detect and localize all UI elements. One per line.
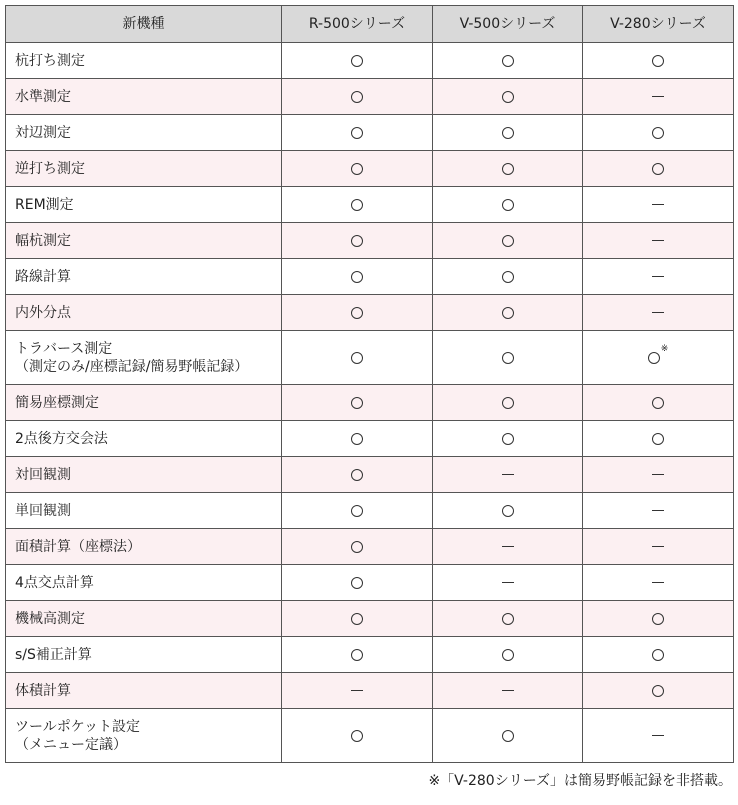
supported-circle-icon <box>351 613 363 625</box>
support-cell-v280 <box>583 79 734 115</box>
support-cell-r500 <box>282 709 433 763</box>
supported-circle-icon <box>351 577 363 589</box>
comparison-table-container <box>5 5 733 763</box>
support-cell-v280 <box>583 43 734 79</box>
support-cell-r500 <box>282 421 433 457</box>
support-mark-wrap <box>502 304 514 322</box>
support-mark-wrap <box>652 160 664 178</box>
feature-label-line: 4点交点計算 <box>15 574 94 591</box>
table-row <box>6 115 734 151</box>
support-mark-wrap <box>351 349 363 367</box>
support-cell-v280 <box>583 331 734 385</box>
supported-circle-icon <box>652 55 664 67</box>
support-mark-wrap <box>351 196 363 214</box>
feature-label-line: 体積計算 <box>15 682 71 699</box>
supported-circle-icon <box>502 55 514 67</box>
feature-label-line: 逆打ち測定 <box>15 160 85 177</box>
feature-label <box>6 295 282 331</box>
support-mark-wrap <box>652 124 664 142</box>
support-mark-wrap <box>351 727 363 745</box>
feature-label <box>6 637 282 673</box>
table-row <box>6 151 734 187</box>
support-mark-wrap <box>351 574 363 592</box>
not-supported-dash-icon <box>502 546 514 547</box>
not-supported-dash-icon <box>652 510 664 511</box>
support-mark-wrap <box>652 502 664 520</box>
feature-label-line: トラバース測定 <box>15 340 113 357</box>
support-cell-v280 <box>583 385 734 421</box>
feature-label-line: 簡易座標測定 <box>15 394 99 411</box>
support-mark-wrap <box>351 88 363 106</box>
support-mark-wrap <box>351 232 363 250</box>
feature-label-line: s/S補正計算 <box>15 646 92 663</box>
table-row <box>6 295 734 331</box>
feature-label-line: 対辺測定 <box>15 124 71 141</box>
support-mark-wrap <box>652 574 664 592</box>
support-cell-v280 <box>583 295 734 331</box>
feature-label-line: 幅杭測定 <box>15 232 71 249</box>
not-supported-dash-icon <box>652 474 664 475</box>
support-cell-r500 <box>282 115 433 151</box>
support-cell-v500 <box>433 43 583 79</box>
support-cell-r500 <box>282 601 433 637</box>
support-mark-wrap <box>652 232 664 250</box>
support-mark-wrap <box>351 610 363 628</box>
feature-label-line: 杭打ち測定 <box>15 52 85 69</box>
support-cell-v500 <box>433 421 583 457</box>
feature-label-line: 機械高測定 <box>15 610 85 627</box>
support-mark-wrap <box>351 682 363 700</box>
support-mark-wrap <box>502 232 514 250</box>
supported-circle-icon <box>502 352 514 364</box>
not-supported-dash-icon <box>652 96 664 97</box>
support-cell-r500 <box>282 565 433 601</box>
feature-label <box>6 259 282 295</box>
supported-circle-icon <box>502 613 514 625</box>
table-row <box>6 493 734 529</box>
supported-circle-icon <box>652 613 664 625</box>
support-cell-r500 <box>282 151 433 187</box>
table-row <box>6 43 734 79</box>
supported-circle-icon <box>652 685 664 697</box>
support-mark-wrap <box>652 646 664 664</box>
not-supported-dash-icon <box>652 312 664 313</box>
feature-label <box>6 115 282 151</box>
support-mark-wrap <box>652 538 664 556</box>
support-cell-r500 <box>282 331 433 385</box>
support-mark-wrap <box>502 196 514 214</box>
support-cell-v280 <box>583 187 734 223</box>
feature-label <box>6 421 282 457</box>
supported-circle-icon <box>652 649 664 661</box>
table-body <box>6 43 734 763</box>
feature-label <box>6 457 282 493</box>
support-cell-v500 <box>433 295 583 331</box>
support-cell-v500 <box>433 223 583 259</box>
support-cell-v500 <box>433 331 583 385</box>
feature-label <box>6 79 282 115</box>
not-supported-dash-icon <box>652 240 664 241</box>
support-cell-v280 <box>583 223 734 259</box>
support-mark-wrap <box>502 682 514 700</box>
supported-circle-icon <box>502 433 514 445</box>
not-supported-dash-icon <box>652 204 664 205</box>
supported-circle-icon <box>502 397 514 409</box>
table-row <box>6 385 734 421</box>
supported-circle-icon <box>351 469 363 481</box>
support-mark-wrap <box>652 196 664 214</box>
feature-label <box>6 187 282 223</box>
supported-circle-icon <box>351 541 363 553</box>
support-cell-v280 <box>583 151 734 187</box>
supported-circle-icon <box>351 730 363 742</box>
supported-circle-icon <box>351 271 363 283</box>
support-cell-r500 <box>282 187 433 223</box>
support-cell-v280 <box>583 709 734 763</box>
supported-circle-icon <box>502 163 514 175</box>
not-supported-dash-icon <box>652 735 664 736</box>
not-supported-dash-icon <box>652 276 664 277</box>
supported-circle-icon <box>351 55 363 67</box>
support-mark-wrap <box>351 538 363 556</box>
support-cell-r500 <box>282 259 433 295</box>
table-row <box>6 421 734 457</box>
feature-comparison-table <box>5 5 734 763</box>
support-mark-wrap <box>652 727 664 745</box>
footnote: ※「V-280シリーズ」は簡易野帳記録を非搭載。 <box>428 773 732 789</box>
support-cell-v500 <box>433 637 583 673</box>
supported-circle-icon <box>351 127 363 139</box>
support-mark-wrap <box>351 52 363 70</box>
supported-circle-icon <box>351 505 363 517</box>
support-mark-wrap <box>652 466 664 484</box>
support-mark-wrap <box>502 646 514 664</box>
supported-circle-icon <box>502 91 514 103</box>
support-cell-v500 <box>433 493 583 529</box>
support-mark-wrap <box>652 682 664 700</box>
support-mark-wrap <box>502 466 514 484</box>
supported-circle-icon <box>502 271 514 283</box>
support-mark-wrap <box>502 610 514 628</box>
supported-circle-icon <box>351 649 363 661</box>
header-v280-series: V-280シリーズ <box>583 6 734 43</box>
support-cell-v500 <box>433 709 583 763</box>
support-cell-r500 <box>282 529 433 565</box>
support-mark-wrap <box>502 727 514 745</box>
support-cell-v280 <box>583 115 734 151</box>
feature-label <box>6 43 282 79</box>
support-mark-wrap <box>351 160 363 178</box>
supported-circle-icon <box>351 199 363 211</box>
support-cell-r500 <box>282 385 433 421</box>
not-supported-dash-icon <box>502 582 514 583</box>
feature-label-line: ツールポケット設定 <box>15 718 141 735</box>
feature-label <box>6 385 282 421</box>
supported-circle-icon <box>502 730 514 742</box>
header-r500-series: R-500シリーズ <box>282 6 433 43</box>
table-row <box>6 601 734 637</box>
feature-label <box>6 601 282 637</box>
support-cell-v500 <box>433 385 583 421</box>
table-row <box>6 331 734 385</box>
support-cell-r500 <box>282 79 433 115</box>
support-cell-r500 <box>282 43 433 79</box>
table-row <box>6 673 734 709</box>
support-cell-v500 <box>433 151 583 187</box>
support-mark-wrap <box>351 646 363 664</box>
feature-label <box>6 529 282 565</box>
support-cell-v280 <box>583 601 734 637</box>
support-mark-wrap <box>652 430 664 448</box>
support-mark-wrap <box>652 52 664 70</box>
support-cell-v500 <box>433 115 583 151</box>
header-new-model: 新機種 <box>6 6 282 43</box>
support-cell-r500 <box>282 223 433 259</box>
feature-label-line: 2点後方交会法 <box>15 430 108 447</box>
supported-circle-icon <box>502 307 514 319</box>
feature-label-line: REM測定 <box>15 196 74 213</box>
support-cell-r500 <box>282 493 433 529</box>
not-supported-dash-icon <box>652 582 664 583</box>
header-v500-series: V-500シリーズ <box>433 6 583 43</box>
support-cell-v280 <box>583 565 734 601</box>
support-cell-v500 <box>433 673 583 709</box>
support-cell-v280 <box>583 457 734 493</box>
support-mark-wrap <box>351 124 363 142</box>
supported-circle-icon <box>351 307 363 319</box>
feature-label <box>6 493 282 529</box>
support-mark-wrap <box>502 430 514 448</box>
support-mark-wrap <box>502 52 514 70</box>
supported-circle-icon <box>351 397 363 409</box>
support-mark-wrap <box>351 304 363 322</box>
supported-circle-icon <box>351 163 363 175</box>
not-supported-dash-icon <box>502 474 514 475</box>
support-mark-wrap <box>502 349 514 367</box>
support-cell-v500 <box>433 529 583 565</box>
support-mark-wrap <box>351 502 363 520</box>
support-cell-r500 <box>282 673 433 709</box>
table-row <box>6 709 734 763</box>
support-mark-wrap <box>351 430 363 448</box>
supported-circle-icon <box>351 352 363 364</box>
support-cell-v280 <box>583 259 734 295</box>
supported-circle-icon <box>652 433 664 445</box>
support-mark-wrap <box>502 538 514 556</box>
supported-circle-icon <box>502 199 514 211</box>
feature-label <box>6 673 282 709</box>
support-cell-v280 <box>583 637 734 673</box>
supported-circle-icon <box>351 235 363 247</box>
supported-circle-icon <box>351 433 363 445</box>
feature-label <box>6 223 282 259</box>
not-supported-dash-icon <box>351 690 363 691</box>
support-cell-v280 <box>583 421 734 457</box>
support-mark-wrap <box>652 268 664 286</box>
support-mark-wrap <box>502 124 514 142</box>
support-mark-wrap <box>502 502 514 520</box>
supported-circle-icon <box>652 397 664 409</box>
not-supported-dash-icon <box>652 546 664 547</box>
supported-circle-icon <box>648 352 660 364</box>
support-mark-wrap <box>502 574 514 592</box>
supported-circle-icon <box>652 127 664 139</box>
table-row <box>6 187 734 223</box>
feature-label-line: 面積計算（座標法） <box>15 538 141 555</box>
support-cell-v500 <box>433 457 583 493</box>
support-mark-wrap <box>652 304 664 322</box>
feature-label <box>6 709 282 763</box>
support-mark-wrap <box>652 88 664 106</box>
support-mark-wrap <box>351 268 363 286</box>
support-mark-wrap <box>502 394 514 412</box>
supported-circle-icon <box>502 505 514 517</box>
support-mark-wrap <box>652 610 664 628</box>
supported-circle-icon <box>652 163 664 175</box>
note-marker: ※ <box>660 343 669 354</box>
feature-label-line: 水準測定 <box>15 88 71 105</box>
support-cell-v500 <box>433 187 583 223</box>
support-cell-v500 <box>433 79 583 115</box>
table-row <box>6 565 734 601</box>
feature-label <box>6 565 282 601</box>
feature-label-line: 単回観測 <box>15 502 71 519</box>
support-mark-wrap <box>502 160 514 178</box>
feature-label-line: （測定のみ/座標記録/簡易野帳記録） <box>15 358 249 375</box>
not-supported-dash-icon <box>502 690 514 691</box>
table-row <box>6 457 734 493</box>
support-cell-r500 <box>282 457 433 493</box>
support-cell-v500 <box>433 259 583 295</box>
table-row <box>6 223 734 259</box>
support-mark-wrap <box>648 343 669 367</box>
table-row <box>6 259 734 295</box>
feature-label-line: （メニュー定議） <box>15 736 127 753</box>
support-cell-v500 <box>433 601 583 637</box>
supported-circle-icon <box>502 127 514 139</box>
feature-label-line: 対回観測 <box>15 466 71 483</box>
support-mark-wrap <box>502 268 514 286</box>
support-cell-v280 <box>583 673 734 709</box>
support-mark-wrap <box>502 88 514 106</box>
feature-label <box>6 151 282 187</box>
table-row <box>6 637 734 673</box>
feature-label-line: 路線計算 <box>15 268 71 285</box>
table-row <box>6 79 734 115</box>
supported-circle-icon <box>502 649 514 661</box>
support-cell-v500 <box>433 565 583 601</box>
support-cell-v280 <box>583 529 734 565</box>
table-row <box>6 529 734 565</box>
support-mark-wrap <box>351 466 363 484</box>
support-cell-r500 <box>282 295 433 331</box>
support-mark-wrap <box>351 394 363 412</box>
support-cell-v280 <box>583 493 734 529</box>
support-mark-wrap <box>652 394 664 412</box>
feature-label <box>6 331 282 385</box>
support-cell-r500 <box>282 637 433 673</box>
header-row <box>6 6 734 43</box>
supported-circle-icon <box>502 235 514 247</box>
supported-circle-icon <box>351 91 363 103</box>
feature-label-line: 内外分点 <box>15 304 71 321</box>
